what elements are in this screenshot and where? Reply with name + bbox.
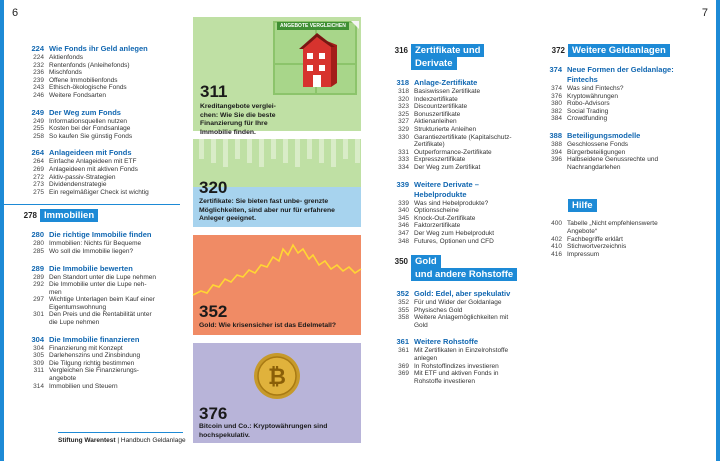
page-ref: 264 [33, 158, 44, 166]
page-ref: 331 [398, 148, 409, 156]
page-ref: 361 [398, 347, 409, 355]
entry-text: Expresszertifikate [414, 156, 466, 164]
toc-entry[interactable] [548, 164, 698, 172]
page-ref: 304 [31, 334, 44, 344]
entry-text: men [49, 288, 62, 296]
page-ref: 410 [551, 243, 562, 251]
entry-text: Bonuszertifikate [414, 110, 461, 118]
page-ref: 297 [33, 296, 44, 304]
tile-376-bitcoin[interactable] [193, 343, 361, 443]
page-ref: 388 [551, 140, 562, 148]
toc-entry[interactable] [30, 311, 180, 319]
toc-entry[interactable] [548, 100, 698, 108]
entry-text: Den Standort unter die Lupe nehmen [49, 273, 156, 281]
entry-text: Faktorzertifikate [414, 222, 461, 230]
toc-section [30, 44, 180, 100]
page-ref: 249 [33, 117, 44, 125]
toc-section-heading[interactable] [395, 78, 535, 88]
toc-entry[interactable] [30, 360, 180, 368]
page-ref: 325 [398, 110, 409, 118]
page-ref: 369 [398, 370, 409, 378]
entry-text: Indexzertifikate [414, 95, 458, 103]
entry-text: Was sind Hebelprodukte? [414, 199, 489, 207]
page-ref: 352 [398, 299, 409, 307]
tile-page-number: 352 [199, 302, 228, 321]
tile-badge: ANGEBOTE VERGLEICHEN [277, 22, 349, 30]
svg-text:₿: ₿ [268, 365, 286, 390]
chapter-title-line-1: Zertifikate und [411, 44, 484, 57]
tile-caption: Kreditangebote verglei- chen: Wie Sie die beste Finanzierung für Ihre Immobilie finden. [200, 103, 276, 136]
page-ref: 272 [33, 173, 44, 181]
page-ref: 320 [398, 95, 409, 103]
entry-text: Nachrangdarlehen [567, 163, 621, 171]
chapter-immobilien[interactable] [0, 204, 180, 222]
page-ref: 304 [33, 344, 44, 352]
page-ref: 232 [33, 61, 44, 69]
toc-entry[interactable] [30, 84, 180, 92]
entry-text: Crowdfunding [567, 115, 608, 123]
entry-text: Gold [414, 321, 428, 329]
page-ref: 224 [31, 44, 44, 53]
page-ref: 314 [33, 382, 44, 390]
toc-entry[interactable] [30, 319, 180, 327]
tile-caption: Bitcoin und Co.: Kryptowährungen sind hochspekulativ. [199, 423, 328, 439]
heading-text: Der Weg zum Fonds [49, 107, 121, 117]
toc-section [395, 337, 535, 385]
toc-entry[interactable] [30, 181, 180, 189]
toc-entry[interactable] [548, 251, 698, 259]
toc-entry[interactable] [395, 118, 535, 126]
entry-text: Ethisch-ökologische Fonds [49, 84, 127, 92]
page-ref: 243 [33, 84, 44, 92]
toc-entry[interactable] [395, 307, 535, 315]
gold-price-line [193, 235, 361, 305]
entry-text: Offene Immobilienfonds [49, 76, 118, 84]
toc-entry[interactable] [395, 149, 535, 157]
chapter-number: 278 [23, 211, 37, 221]
page-ref: 376 [551, 92, 562, 100]
heading-text: Hebelprodukte [414, 189, 467, 199]
toc-section-heading-cont[interactable] [548, 75, 698, 85]
toc-entry[interactable] [30, 166, 180, 174]
entry-text: Social Trading [567, 107, 609, 115]
toc-entry[interactable] [395, 222, 535, 230]
toc-section-heading[interactable] [548, 65, 698, 75]
page-ref: 264 [31, 148, 44, 158]
toc-entry[interactable] [30, 54, 180, 62]
toc-section [30, 230, 180, 255]
entry-text: angebote [49, 375, 77, 383]
toc-section [548, 65, 698, 123]
heading-text: Anlageideen mit Fonds [49, 148, 132, 158]
page-ref: 361 [396, 337, 409, 347]
page-ref: 394 [551, 148, 562, 156]
toc-entry[interactable] [30, 77, 180, 85]
page-ref: 352 [396, 289, 409, 299]
toc-entry[interactable] [395, 370, 535, 378]
heading-text: Beteiligungsmodelle [567, 130, 641, 140]
page-ref: 380 [551, 100, 562, 108]
page-ref: 374 [549, 65, 562, 74]
toc-entry[interactable] [30, 274, 180, 282]
chapter-number: 350 [394, 257, 408, 267]
toc-section-heading[interactable] [30, 44, 180, 54]
heading-text: Weitere Rohstoffe [414, 337, 479, 347]
page-ref: 346 [398, 222, 409, 230]
page-ref: 340 [398, 207, 409, 215]
toc-entry[interactable] [548, 115, 698, 123]
page-ref: 292 [33, 281, 44, 289]
toc-entry[interactable] [395, 355, 535, 363]
toc-entry[interactable] [548, 156, 698, 164]
toc-entry[interactable] [395, 230, 535, 238]
entry-text: Rentenfonds (Anleihefonds) [49, 61, 130, 69]
entry-text: anlegen [414, 355, 438, 363]
toc-entry[interactable] [395, 103, 535, 111]
page-ref: 334 [398, 163, 409, 171]
page-ref: 269 [33, 165, 44, 173]
page-ref: 301 [33, 311, 44, 319]
page-ref: 402 [551, 235, 562, 243]
entry-text: Wichtige Unterlagen beim Kauf einer [49, 296, 155, 304]
page-ref: 330 [398, 133, 409, 141]
toc-entry[interactable] [30, 240, 180, 248]
toc-section-heading[interactable] [30, 148, 180, 158]
heading-text: Die richtige Immobilie finden [49, 230, 152, 240]
chapter-title: Immobilien [40, 209, 98, 222]
page-ref: 348 [398, 237, 409, 245]
footer-title: Handbuch Geldanlage [120, 437, 186, 444]
page-ref: 329 [398, 125, 409, 133]
toc-section-heading[interactable] [395, 180, 535, 190]
entry-text: Tabelle „Nicht empfehlenswerte [567, 220, 658, 228]
toc-section [30, 108, 180, 141]
entry-text: Dividendenstrategie [49, 181, 107, 189]
page-ref: 305 [33, 352, 44, 360]
toc-entry[interactable] [30, 383, 180, 391]
heading-text: Wie Fonds ihr Geld anlegen [49, 44, 148, 53]
entry-text: Immobilien: Nichts für Bequeme [49, 240, 142, 248]
entry-text: Physisches Gold [414, 306, 463, 314]
entry-text: Zertifikate) [414, 141, 445, 149]
entry-text: Ein regelmäßiger Check ist wichtig [49, 188, 149, 196]
chapter-title-line-1: Gold [411, 255, 441, 268]
entry-text: Vergleichen Sie Finanzierungs- [49, 367, 139, 375]
entry-text: Der Weg zum Hebelprodukt [414, 229, 495, 237]
page-ref: 396 [551, 156, 562, 164]
toc-entry[interactable] [395, 126, 535, 134]
page-ref: 388 [549, 130, 562, 140]
chapter-weitere-geldanlagen[interactable] [542, 44, 698, 57]
entry-text: Aktiv-passiv-Strategien [49, 173, 116, 181]
page-ref: 369 [398, 362, 409, 370]
entry-text: Impressum [567, 250, 600, 258]
entry-text: So kaufen Sie günstig Fonds [49, 132, 133, 140]
toc-entry[interactable] [395, 88, 535, 96]
toc-entry[interactable] [548, 220, 698, 228]
toc-entry[interactable] [395, 322, 535, 330]
toc-entry[interactable] [30, 189, 180, 197]
entry-text: Garantiezertifikate (Kapitalschutz- [414, 133, 512, 141]
heading-text: Neue Formen der Geldanlage: [567, 65, 674, 74]
toc-entry[interactable] [548, 149, 698, 157]
entry-text: Mit Zertifikaten in Einzelrohstoffe [414, 347, 509, 355]
toc-entry[interactable] [30, 174, 180, 182]
toc-entry[interactable] [30, 125, 180, 133]
page-ref: 374 [551, 85, 562, 92]
entry-text: Die Immobilie unter die Lupe neh- [49, 281, 147, 289]
page-ref: 255 [33, 125, 44, 133]
chapter-zertifikate[interactable] [385, 44, 535, 70]
toc-entry[interactable] [395, 363, 535, 371]
heading-text: Die Immobilie finanzieren [49, 334, 140, 344]
toc-entry[interactable] [30, 92, 180, 100]
toc-entry[interactable] [548, 93, 698, 101]
toc-section [30, 148, 180, 196]
entry-text: Optionsscheine [414, 207, 459, 215]
page-ref: 246 [33, 91, 44, 99]
toc-entry[interactable] [30, 248, 180, 256]
heading-text: Die Immobilie bewerten [49, 263, 133, 273]
right-edge-bar [716, 0, 720, 461]
entry-text: Basiswissen Zertifikate [414, 88, 481, 95]
entry-text: Discountzertifikate [414, 103, 468, 111]
entry-text: Was sind Fintechs? [567, 85, 624, 92]
toc-section [30, 264, 180, 327]
toc-entry[interactable] [395, 156, 535, 164]
toc-entry[interactable] [548, 228, 698, 236]
toc-entry[interactable] [548, 236, 698, 244]
entry-text: Wo soll die Immobilie liegen? [49, 247, 134, 255]
page-ref: 224 [33, 54, 44, 61]
tile-page-number: 376 [199, 404, 228, 423]
page-ref: 323 [398, 103, 409, 111]
chapter-title-line-2: Derivate [411, 57, 457, 70]
toc-section-heading[interactable] [30, 108, 180, 118]
page-ref: 382 [551, 107, 562, 115]
toc-section-heading[interactable] [30, 335, 180, 345]
toc-entry[interactable] [395, 314, 535, 322]
toc-entry[interactable] [395, 200, 535, 208]
entry-text: Darlehenszins und Zinsbindung [49, 352, 141, 360]
entry-text: Outperformance-Zertifikate [414, 148, 492, 156]
page-number-right: 7 [701, 7, 708, 19]
page-ref: 289 [33, 273, 44, 281]
toc-entry[interactable] [30, 352, 180, 360]
entry-text: Geschlossene Fonds [567, 140, 629, 148]
entry-text: Kryptowährungen [567, 92, 618, 100]
heading-text: Weitere Derivate – [414, 179, 479, 189]
toc-column-1 [23, 44, 180, 398]
tile-caption: Gold: Wie krisensicher ist das Edelmetall? [199, 322, 337, 329]
toc-entry[interactable] [395, 111, 535, 119]
page-ref: 355 [398, 306, 409, 314]
toc-section-heading[interactable] [30, 230, 180, 240]
entry-text: Der Weg zum Zertifikat [414, 163, 481, 171]
page-number-left: 6 [12, 7, 19, 19]
entry-text: Kosten bei der Fondsanlage [49, 125, 131, 133]
entry-text: Informationsquellen nutzen [49, 117, 128, 125]
toc-entry[interactable] [30, 345, 180, 353]
left-edge-bar [0, 0, 4, 461]
toc-entry[interactable] [548, 141, 698, 149]
entry-text: Immobilien und Steuern [49, 382, 118, 390]
entry-text: Futures, Optionen und CFD [414, 237, 494, 245]
entry-text: Die Tilgung richtig bestimmen [49, 359, 135, 367]
toc-entry[interactable] [30, 375, 180, 383]
entry-text: Den Preis und die Rentabilität unter [49, 311, 152, 319]
toc-section [395, 78, 535, 172]
entry-text: Für und Wider der Goldanlage [414, 299, 502, 307]
toc-section-heading[interactable] [548, 131, 698, 141]
entry-text: Aktienfonds [49, 54, 83, 61]
toc-entry[interactable] [395, 207, 535, 215]
entry-text: Knock-Out-Zertifikate [414, 214, 476, 222]
toc-entry[interactable] [30, 367, 180, 375]
toc-entry[interactable] [30, 158, 180, 166]
toc-entry[interactable] [395, 347, 535, 355]
heading-text: Anlage-Zertifikate [414, 78, 478, 87]
toc-section [548, 131, 698, 171]
toc-entry[interactable] [548, 85, 698, 93]
page-ref: 339 [398, 199, 409, 207]
chapter-title-line-2: und andere Rohstoffe [411, 268, 517, 281]
tile-311-immobilie[interactable] [193, 17, 361, 136]
page-ref: 400 [551, 220, 562, 228]
page-ref: 384 [551, 115, 562, 123]
toc-entry[interactable] [395, 238, 535, 246]
chapter-gold[interactable] [385, 255, 535, 281]
chapter-number: 372 [551, 46, 565, 55]
page-ref: 327 [398, 118, 409, 126]
toc-section-heading[interactable] [395, 289, 535, 299]
page-ref: 275 [33, 188, 44, 196]
toc-section-heading[interactable] [30, 264, 180, 274]
entry-text: Angebote“ [567, 227, 597, 235]
page-ref: 309 [33, 359, 44, 367]
toc-section-heading-cont[interactable] [395, 190, 535, 200]
page-ref: 239 [33, 76, 44, 84]
bitcoin-coin-icon [193, 343, 361, 403]
toc-entry[interactable] [395, 96, 535, 104]
tile-352-gold[interactable] [193, 235, 361, 335]
toc-entry[interactable] [395, 134, 535, 142]
page-ref: 249 [31, 107, 44, 117]
entry-text: Eigentumswohnung [49, 303, 107, 311]
page-ref: 280 [31, 230, 44, 240]
page-ref: 258 [33, 132, 44, 140]
entry-text: Weitere Fondsarten [49, 91, 106, 99]
toc-entry[interactable] [30, 133, 180, 141]
toc-entry[interactable] [395, 164, 535, 172]
toc-entry[interactable] [548, 108, 698, 116]
toc-entry[interactable] [395, 141, 535, 149]
page-ref: 416 [551, 250, 562, 258]
footer-brand: Stiftung Warentest [58, 437, 116, 444]
page-ref: 345 [398, 214, 409, 222]
toc-column-3 [395, 42, 535, 393]
toc-section [395, 289, 535, 329]
toc-section [30, 335, 180, 391]
entry-text: Anlageideen mit aktiven Fonds [49, 165, 138, 173]
toc-section [395, 180, 535, 246]
toc-entry[interactable] [395, 299, 535, 307]
entry-text: Mit ETF und aktiven Fonds in [414, 370, 499, 378]
page-ref: 285 [33, 247, 44, 255]
footer-separator: | [117, 437, 120, 444]
page-ref: 236 [33, 69, 44, 77]
entry-text: Einfache Anlageideen mit ETF [49, 158, 137, 166]
page-ref: 347 [398, 229, 409, 237]
entry-text: Robo-Advisors [567, 100, 610, 108]
entry-text: Aktienanleihen [414, 118, 457, 126]
page-ref: 273 [33, 181, 44, 189]
entry-text: Halbseidene Genussrechte und [567, 156, 659, 164]
page-ref: 358 [398, 314, 409, 322]
footer-rule [58, 432, 183, 433]
chapter-hilfe[interactable] [542, 199, 698, 212]
page-ref: 311 [33, 367, 44, 375]
toc-entry[interactable] [30, 281, 180, 289]
toc-entry[interactable] [30, 118, 180, 126]
entry-text: Mischfonds [49, 69, 82, 77]
chapter-title: Weitere Geldanlagen [568, 44, 670, 57]
page-ref: 318 [398, 88, 409, 95]
chapter-title: Hilfe [568, 199, 597, 212]
toc-entry[interactable] [395, 215, 535, 223]
heading-text: Fintechs [567, 75, 598, 84]
toc-section-heading[interactable] [395, 337, 535, 347]
page-ref: 339 [396, 179, 409, 189]
heading-text: Gold: Edel, aber spekulativ [414, 289, 511, 299]
chapter-number: 316 [394, 46, 408, 55]
entry-text: Fachbegriffe erklärt [567, 235, 623, 243]
entry-text: Stichwortverzeichnis [567, 243, 627, 251]
toc-column-4 [548, 42, 698, 258]
toc-entry[interactable] [548, 243, 698, 251]
entry-text: Strukturierte Anleihen [414, 125, 477, 133]
page-ref: 280 [33, 240, 44, 248]
entry-text: die Lupe nehmen [49, 319, 100, 327]
toc-entry[interactable] [30, 296, 180, 304]
tile-page-number: 311 [200, 82, 228, 101]
page-ref: 318 [396, 78, 409, 87]
entry-text: Bürgerbeteiligungen [567, 148, 626, 156]
footer [58, 437, 186, 444]
toc-entry[interactable] [30, 69, 180, 77]
toc-entry[interactable] [395, 378, 535, 386]
entry-text: In Rohstoffindizes investieren [414, 362, 499, 370]
entry-text: Rohstoffe investieren [414, 377, 475, 385]
page-ref: 289 [31, 263, 44, 273]
tile-page-number: 320 [199, 178, 228, 197]
tile-caption: Zertifikate: Sie bieten fast unbe- grenzte Möglichkeiten, sind aber nur für erfahrene Anleger geeignet. [199, 198, 335, 222]
entry-text: Finanzierung mit Konzept [49, 344, 123, 352]
page-ref: 333 [398, 156, 409, 164]
toc-entry[interactable] [30, 62, 180, 70]
toc-entry[interactable] [30, 304, 180, 312]
entry-text: Weitere Anlagemöglichkeiten mit [414, 314, 509, 322]
tile-320-zertifikate[interactable] [193, 139, 361, 227]
toc-entry[interactable] [30, 289, 180, 297]
